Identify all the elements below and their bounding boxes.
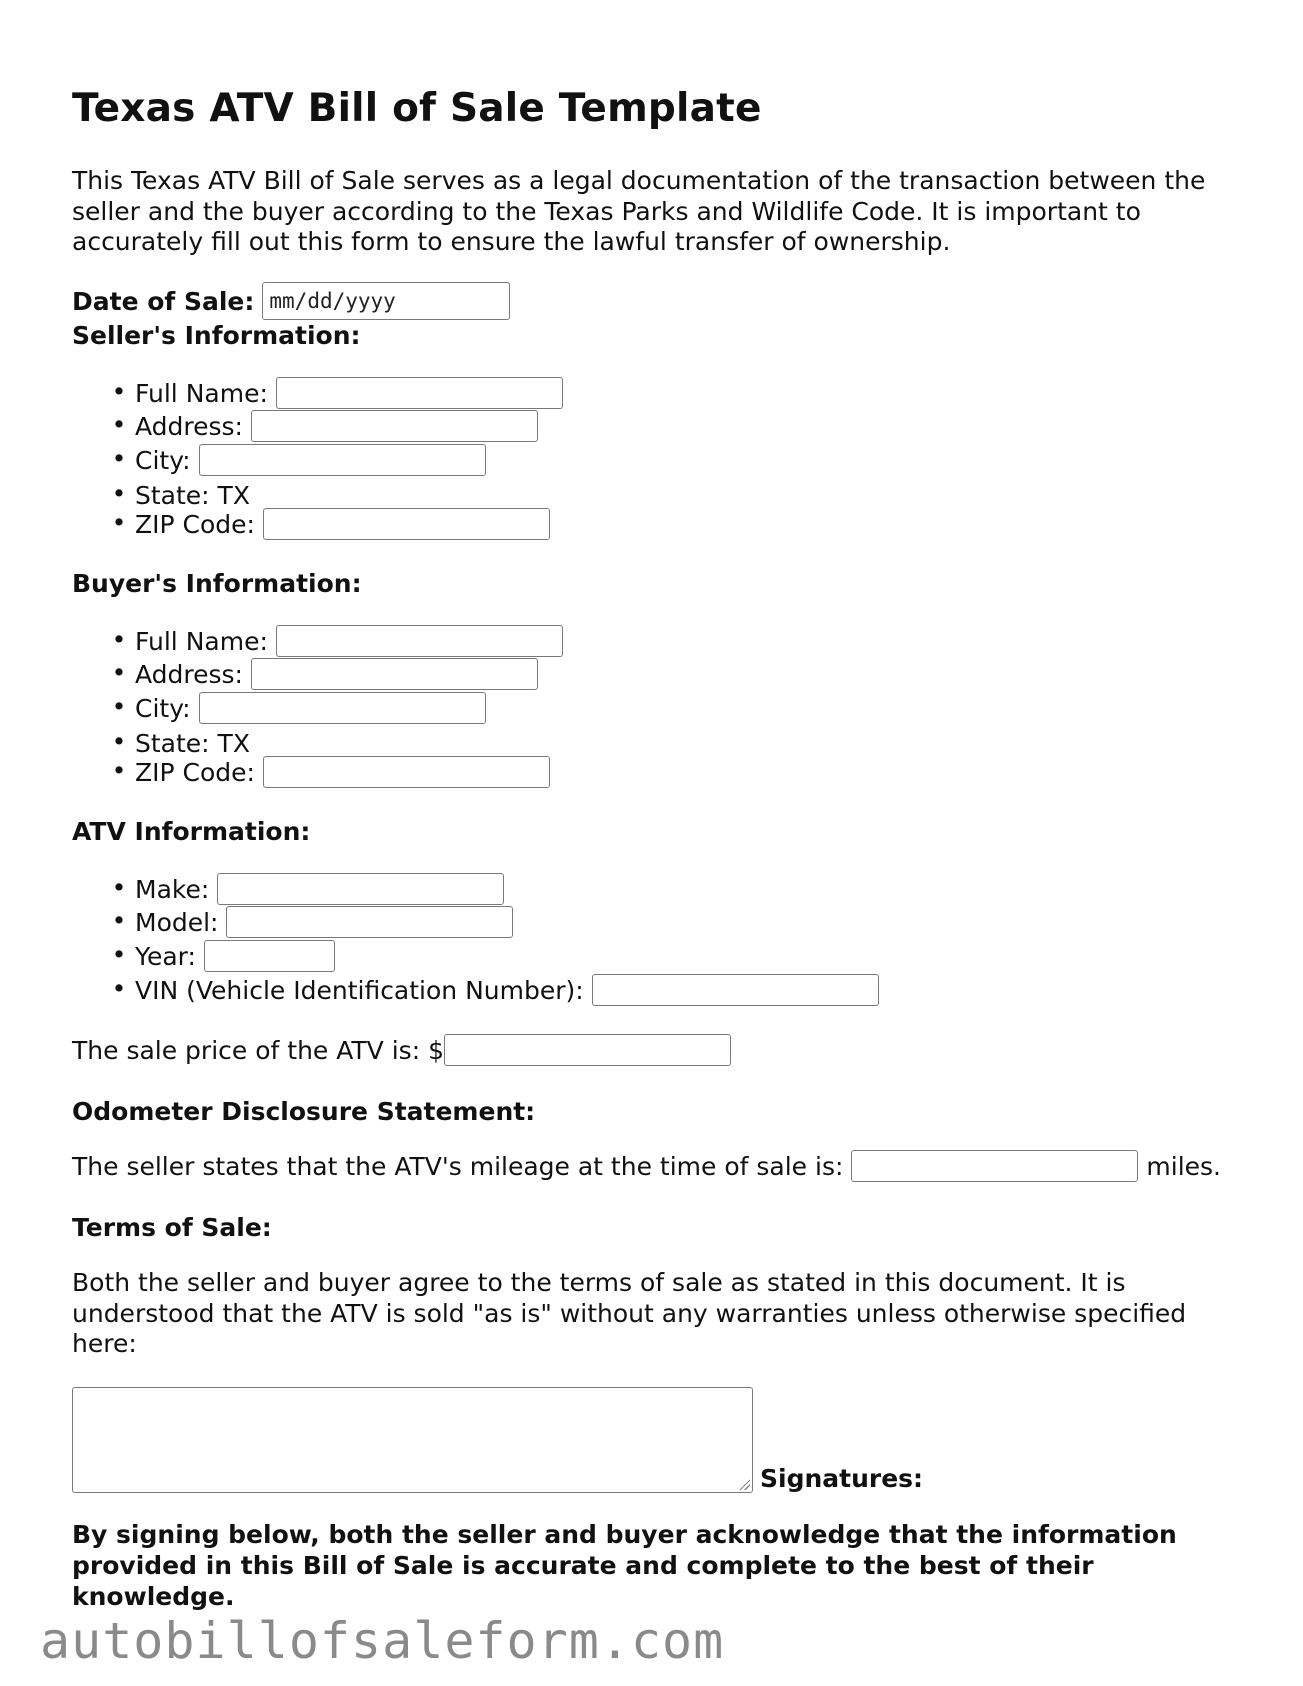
atv-heading: ATV Information:: [72, 817, 311, 846]
date-of-sale-label: Date of Sale:: [72, 286, 255, 316]
buyer-full-name-input[interactable]: [276, 625, 563, 657]
buyer-zip-row: [135, 756, 550, 788]
terms-heading: Terms of Sale:: [72, 1213, 272, 1242]
seller-full-name-input[interactable]: [276, 377, 563, 409]
seller-zip-input[interactable]: [263, 508, 550, 540]
date-of-sale-row: [72, 282, 510, 320]
bullet: •: [111, 906, 127, 935]
odometer-row: [72, 1150, 1221, 1182]
bullet: •: [111, 727, 127, 756]
signatures-heading: Signatures:: [760, 1464, 924, 1493]
seller-city-input[interactable]: [199, 444, 486, 476]
atv-vin-row: [135, 974, 879, 1006]
bullet: •: [111, 658, 127, 687]
bullet: •: [111, 756, 127, 785]
atv-year-row: [135, 940, 335, 972]
bullet: •: [111, 508, 127, 537]
seller-state-label: State: TX: [135, 480, 250, 510]
bullet: •: [111, 444, 127, 473]
odometer-label: The seller states that the ATV's mileage at the time of sale is:: [72, 1151, 844, 1181]
atv-make-label: Make:: [135, 874, 210, 904]
bullet: •: [111, 377, 127, 406]
intro-paragraph: This Texas ATV Bill of Sale serves as a legal documentation of the transaction between the seller and the buyer according to the Texas Parks and Wildlife Code. It is important to accurately fill out this form to ensure the lawful transfer of ownership.: [72, 166, 1206, 256]
seller-address-input[interactable]: [251, 410, 538, 442]
date-of-sale-input[interactable]: mm/dd/yyyy: [262, 282, 510, 320]
buyer-city-row: [135, 692, 486, 724]
page-title: Texas ATV Bill of Sale Template: [72, 86, 762, 131]
watermark: autobillofsaleform.com: [40, 1612, 725, 1670]
buyer-address-row: [135, 658, 538, 690]
seller-heading: Seller's Information:: [72, 321, 361, 350]
buyer-address-label: Address:: [135, 659, 243, 689]
atv-make-input[interactable]: [217, 873, 504, 905]
terms-textarea[interactable]: [72, 1387, 753, 1493]
seller-address-row: [135, 410, 538, 442]
buyer-zip-input[interactable]: [263, 756, 550, 788]
buyer-city-input[interactable]: [199, 692, 486, 724]
bullet: •: [111, 940, 127, 969]
bullet: •: [111, 410, 127, 439]
atv-vin-label: VIN (Vehicle Identification Number):: [135, 975, 584, 1005]
seller-address-label: Address:: [135, 411, 243, 441]
acknowledgement-paragraph: By signing below, both the seller and buyer acknowledge that the information provided in this Bill of Sale is accurate and complete to the best of their knowledge.: [72, 1520, 1177, 1611]
seller-zip-row: [135, 508, 550, 540]
seller-state-row: [135, 479, 250, 511]
bullet: •: [111, 692, 127, 721]
odometer-heading: Odometer Disclosure Statement:: [72, 1097, 536, 1126]
buyer-zip-label: ZIP Code:: [135, 757, 255, 787]
buyer-state-row: [135, 727, 250, 759]
atv-make-row: [135, 873, 504, 905]
buyer-city-label: City:: [135, 693, 191, 723]
buyer-state-label: State: TX: [135, 728, 250, 758]
bullet: •: [111, 873, 127, 902]
atv-model-row: [135, 906, 513, 938]
sale-price-row: [72, 1034, 731, 1066]
odometer-unit: miles.: [1146, 1151, 1221, 1181]
sale-price-input[interactable]: [444, 1034, 731, 1066]
atv-year-label: Year:: [135, 941, 196, 971]
odometer-input[interactable]: [851, 1150, 1138, 1182]
resize-grip-icon[interactable]: [738, 1478, 750, 1490]
seller-zip-label: ZIP Code:: [135, 509, 255, 539]
buyer-address-input[interactable]: [251, 658, 538, 690]
seller-city-row: [135, 444, 486, 476]
seller-full-name-row: [135, 377, 563, 409]
terms-paragraph: Both the seller and buyer agree to the terms of sale as stated in this document. It is understood that the ATV is sold "as is" without any warranties unless otherwise specified here:: [72, 1268, 1187, 1358]
buyer-full-name-row: [135, 625, 563, 657]
bullet: •: [111, 625, 127, 654]
buyer-full-name-label: Full Name:: [135, 626, 268, 656]
atv-vin-input[interactable]: [592, 974, 879, 1006]
buyer-heading: Buyer's Information:: [72, 569, 362, 598]
atv-model-label: Model:: [135, 907, 219, 937]
sale-price-label: The sale price of the ATV is: $: [72, 1035, 444, 1065]
bullet: •: [111, 479, 127, 508]
bullet: •: [111, 974, 127, 1003]
seller-city-label: City:: [135, 445, 191, 475]
seller-full-name-label: Full Name:: [135, 378, 268, 408]
atv-model-input[interactable]: [226, 906, 513, 938]
atv-year-input[interactable]: [204, 940, 335, 972]
